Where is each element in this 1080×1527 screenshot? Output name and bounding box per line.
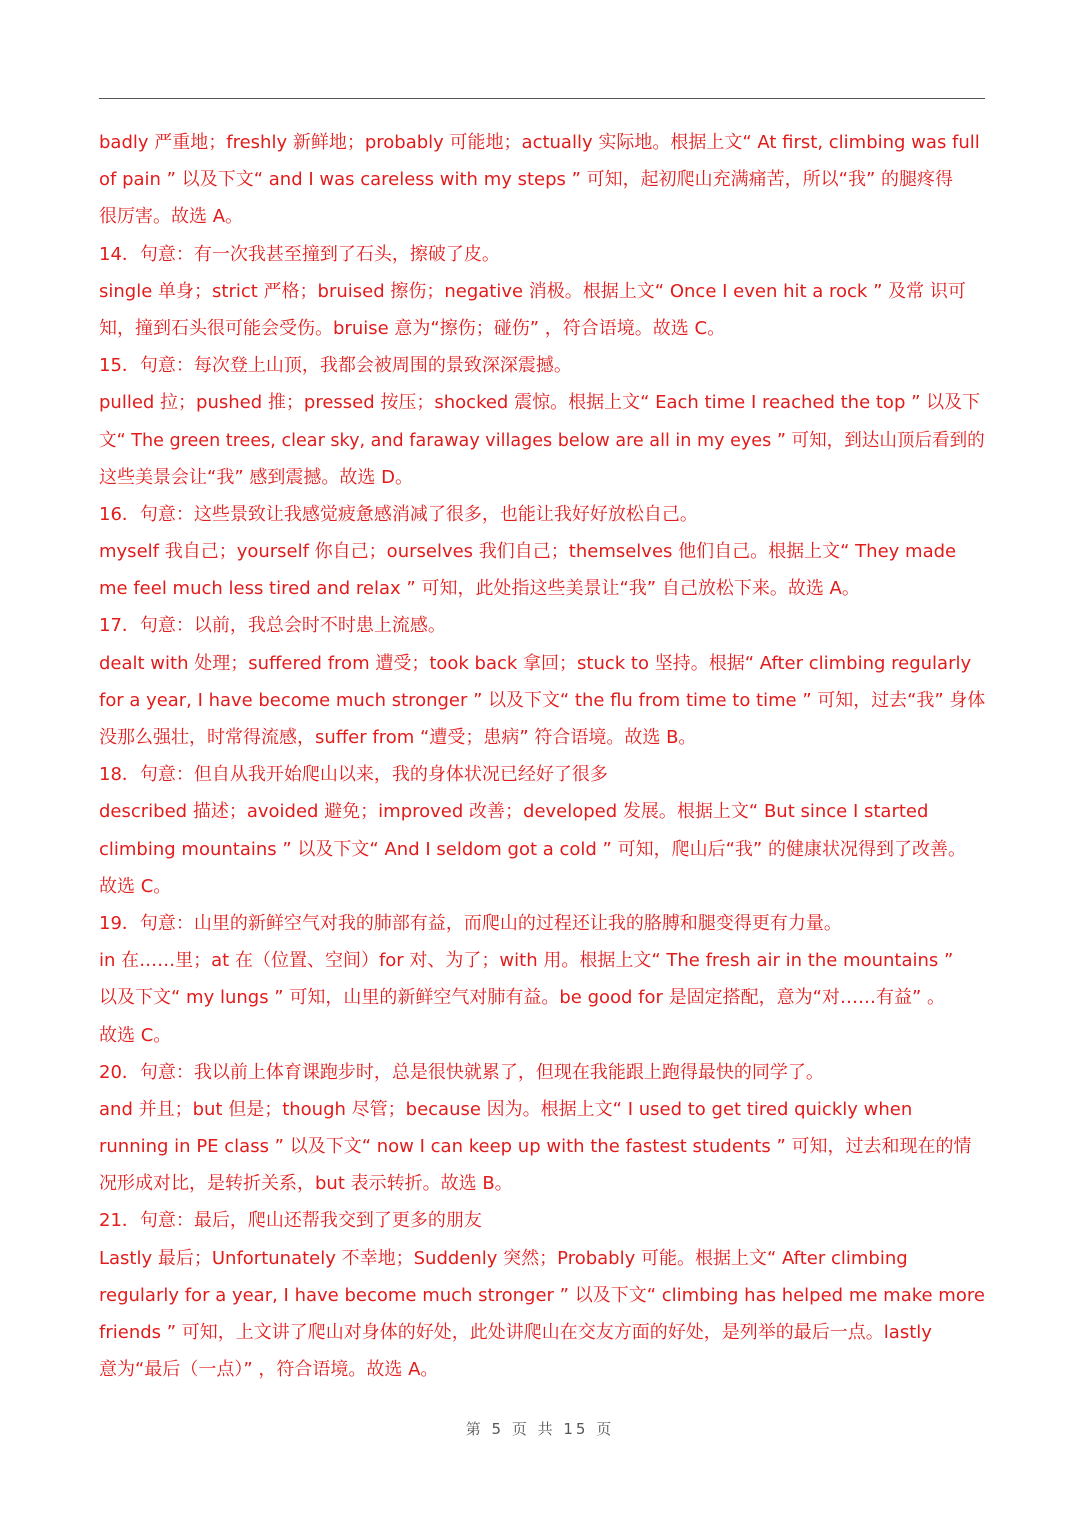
text-line: described 描述；avoided 避免；improved 改善；developed 发展。根据上文“ But since I started [99,801,929,823]
text-line: 故选 C。 [99,875,172,897]
question-19-heading: 19．句意：山里的新鲜空气对我的肺部有益，而爬山的过程还让我的胳膊和腿变得更有力量。 [99,912,842,934]
text-line: 况形成对比，是转折关系，but 表示转折。故选 B。 [99,1173,513,1195]
answer-explanations [99,124,985,1388]
text-line: friends ” 可知，上文讲了爬山对身体的好处，此处讲爬山在交友方面的好处，是列举的最后一点。lastly [99,1322,932,1343]
text-line: pulled 拉；pushed 推；pressed 按压；shocked 震惊。根据上文“ Each time I reached the top ” 以及下 [99,392,981,414]
text-line: in 在……里；at 在（位置、空间）for 对、为了；with 用。根据上文“ The fresh air in the mountains ” [99,950,954,972]
text-line: regularly for a year, I have become much stronger ” 以及下文“ climbing has helped me make more [99,1284,985,1306]
text-line: for a year, I have become much stronger ” 以及下文“ the flu from time to time ” 可知，过去“我” 身体 [99,689,986,711]
text-line: single 单身；strict 严格；bruised 擦伤；negative 消极。根据上文“ Once I even hit a rock ” 及常 识可 [99,280,966,302]
text-line: me feel much less tired and relax ” 可知，此处指这些美景让“我” 自己放松下来。故选 A。 [99,578,860,600]
text-line: myself 我自己；yourself 你自己；ourselves 我们自己；themselves 他们自己。根据上文“ They made [99,541,957,563]
question-14-heading: 14．句意：有一次我甚至撞到了石头，擦破了皮。 [99,243,500,265]
question-18-heading: 18．句意：但自从我开始爬山以来，我的身体状况已经好了很多 [99,764,608,786]
text-line: climbing mountains ” 以及下文“ And I seldom got a cold ” 可知，爬山后“我” 的健康状况得到了改善。 [99,838,966,860]
question-17-heading: 17．句意：以前，我总会时不时患上流感。 [99,615,446,637]
question-20-heading: 20．句意：我以前上体育课跑步时，总是很快就累了，但现在我能跟上跑得最快的同学了。 [99,1061,824,1083]
question-15-heading: 15．句意：每次登上山顶，我都会被周围的景致深深震撼。 [99,355,572,377]
question-21-heading: 21．句意：最后，爬山还帮我交到了更多的朋友 [99,1210,482,1232]
question-16-heading: 16．句意：这些景致让我感觉疲惫感消减了很多，也能让我好好放松自己。 [99,503,698,525]
text-line: 故选 C。 [99,1024,172,1046]
text-line: 文“ The green trees, clear sky, and faraway villages below are all in my eyes ” 可知，到达山顶后看到的 [99,429,985,451]
text-line: 知，撞到石头很可能会受伤。bruise 意为“擦伤；碰伤” ，符合语境。故选 C。 [99,317,726,339]
text-line: running in PE class ” 以及下文“ now I can keep up with the fastest students ” 可知，过去和现在的情 [99,1136,972,1158]
text-line: and 并且；but 但是；though 尽管；because 因为。根据上文“ I used to get tired quickly when [99,1098,913,1120]
text-line: of pain ” 以及下文“ and I was careless with my steps ” 可知，起初爬山充满痛苦，所以“我” 的腿疼得 [99,169,954,191]
text-line: Lastly 最后；Unfortunately 不幸地；Suddenly 突然；Probably 可能。根据上文“ After climbing [99,1247,908,1269]
text-line: 很厉害。故选 A。 [99,206,244,228]
page-number-footer: 第 5 页 共 15 页 [465,1420,615,1438]
text-line: dealt with 处理；suffered from 遭受；took back 拿回；stuck to 坚持。根据“ After climbing regularly [99,652,972,674]
text-line: 以及下文“ my lungs ” 可知，山里的新鲜空气对肺有益。be good for 是固定搭配，意为“对……有益” 。 [99,987,946,1009]
text-line: badly 严重地；freshly 新鲜地；probably 可能地；actually 实际地。根据上文“ At first, climbing was full [99,132,980,153]
text-line: 这些美景会让“我” 感到震撼。故选 D。 [99,466,413,488]
text-line: 意为“最后（一点）” ，符合语境。故选 A。 [99,1359,439,1381]
text-line: 没那么强壮，时常得流感，suffer from “遭受；患病” 符合语境。故选 B。 [99,727,697,748]
header-divider [99,98,985,99]
